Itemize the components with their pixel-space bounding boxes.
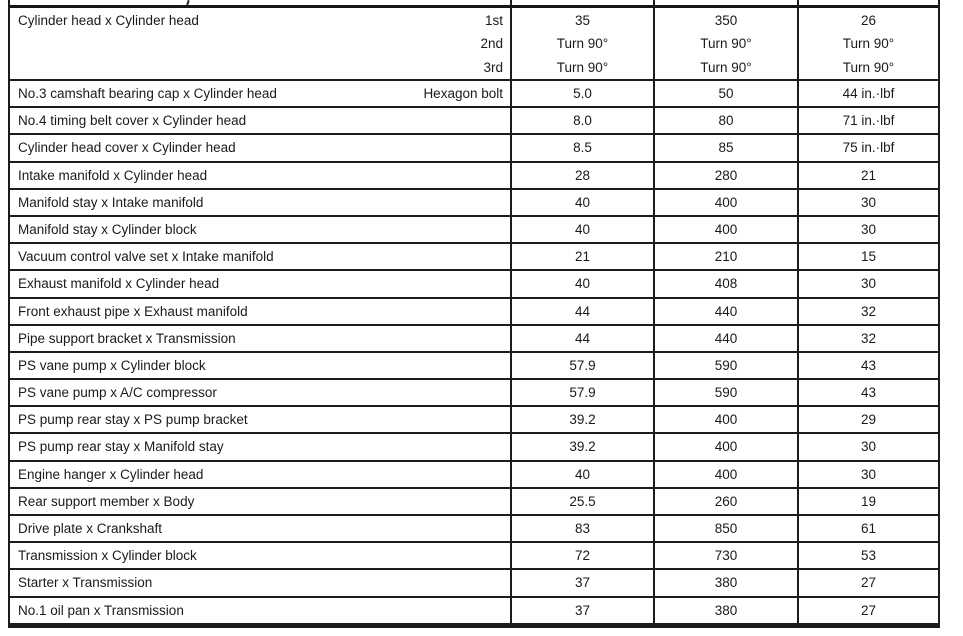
value-cell: 37 (510, 570, 653, 595)
table-row (10, 407, 938, 434)
table-row (10, 489, 938, 516)
value-cell: 30 (797, 271, 938, 296)
torque-spec-table (8, 0, 940, 628)
value-cell: 27 (797, 598, 938, 623)
cutoff-top-row (10, 0, 938, 8)
table-row (10, 299, 938, 326)
value-cell: 730 (653, 543, 797, 568)
cutoff-text-fragment (185, 0, 189, 5)
value-cell: 400 (653, 190, 797, 215)
value-cell: 43 (797, 380, 938, 405)
value-cell: 440 (653, 326, 797, 351)
value-cell (510, 8, 653, 79)
part-cell (10, 380, 510, 405)
part-cell (10, 135, 510, 160)
value-cell: 44 in.·lbf (797, 81, 938, 106)
part-name: PS pump rear stay x PS pump bracket (18, 412, 248, 428)
part-cell (10, 489, 510, 514)
part-cell (10, 244, 510, 269)
step-label: 3rd (483, 59, 503, 75)
value-cell: 19 (797, 489, 938, 514)
value-cell: 71 in.·lbf (797, 108, 938, 133)
value-cell: 43 (797, 353, 938, 378)
value-cell: 57.9 (510, 353, 653, 378)
cutoff-value-cell (797, 0, 938, 5)
value-cell: 53 (797, 543, 938, 568)
value-cell: 8.5 (510, 135, 653, 160)
value-cell: 44 (510, 299, 653, 324)
table-row (10, 135, 938, 162)
table-row (10, 598, 938, 625)
part-name: PS vane pump x Cylinder block (18, 357, 206, 373)
value-cell: 400 (653, 407, 797, 432)
table-row (10, 516, 938, 543)
value-cell: 400 (653, 462, 797, 487)
value-cell: 400 (653, 434, 797, 459)
table-row (10, 353, 938, 380)
part-name: Cylinder head x Cylinder head (18, 13, 199, 28)
value-line: 35 (574, 13, 591, 28)
table-row (10, 81, 938, 108)
value-cell: 400 (653, 217, 797, 242)
part-cell (10, 570, 510, 595)
value-cell: 44 (510, 326, 653, 351)
value-cell: 39.2 (510, 407, 653, 432)
cutoff-value-cell (653, 0, 797, 5)
part-name: PS pump rear stay x Manifold stay (18, 439, 224, 455)
part-cell (10, 81, 510, 106)
value-cell: 40 (510, 217, 653, 242)
value-cell: 280 (653, 163, 797, 188)
part-cell (10, 353, 510, 378)
value-cell: 28 (510, 163, 653, 188)
value-cell (797, 8, 938, 79)
value-cell: 850 (653, 516, 797, 541)
value-cell: 8.0 (510, 108, 653, 133)
part-name: Rear support member x Body (18, 493, 195, 509)
part-cell (10, 217, 510, 242)
value-line: 26 (860, 13, 877, 28)
table-row (10, 271, 938, 298)
value-cell: 25.5 (510, 489, 653, 514)
value-line: Turn 90° (842, 36, 895, 52)
part-name: Manifold stay x Cylinder block (18, 221, 197, 237)
table-row (10, 380, 938, 407)
table-row (10, 190, 938, 217)
value-cell: 39.2 (510, 434, 653, 459)
bolt-type-label: Hexagon bolt (423, 86, 503, 101)
part-name: No.4 timing belt cover x Cylinder head (18, 113, 247, 129)
part-name: Starter x Transmission (18, 575, 153, 591)
part-name: Drive plate x Crankshaft (18, 521, 163, 536)
value-cell: 21 (510, 244, 653, 269)
table-row (10, 163, 938, 190)
part-cell (10, 108, 510, 133)
table-row (10, 108, 938, 135)
step-labels (480, 9, 503, 79)
value-cell: 590 (653, 353, 797, 378)
table-row (10, 462, 938, 489)
table-row (10, 543, 938, 570)
part-cell (10, 516, 510, 541)
part-cell (10, 271, 510, 296)
table-row (10, 244, 938, 271)
table-row (10, 8, 938, 81)
table-row (10, 570, 938, 597)
part-name: Manifold stay x Intake manifold (18, 194, 204, 210)
value-cell: 5.0 (510, 81, 653, 106)
part-name: No.1 oil pan x Transmission (18, 602, 184, 618)
value-cell: 40 (510, 190, 653, 215)
part-cell (10, 462, 510, 487)
value-cell: 75 in.·lbf (797, 135, 938, 160)
value-cell: 260 (653, 489, 797, 514)
table-rows (10, 8, 938, 625)
part-name: Cylinder head cover x Cylinder head (18, 140, 236, 156)
value-cell: 27 (797, 570, 938, 595)
value-cell: 380 (653, 570, 797, 595)
value-cell: 30 (797, 217, 938, 242)
value-line: Turn 90° (842, 59, 895, 75)
part-cell (10, 299, 510, 324)
value-cell: 37 (510, 598, 653, 623)
part-name: Transmission x Cylinder block (18, 548, 197, 564)
value-cell: 30 (797, 190, 938, 215)
value-line: 350 (714, 13, 738, 28)
part-name: Engine hanger x Cylinder head (18, 466, 204, 482)
value-cell: 40 (510, 271, 653, 296)
table-row (10, 217, 938, 244)
part-cell (10, 543, 510, 568)
value-cell: 29 (797, 407, 938, 432)
value-cell: 210 (653, 244, 797, 269)
value-cell: 57.9 (510, 380, 653, 405)
part-cell (10, 190, 510, 215)
value-cell: 30 (797, 434, 938, 459)
part-cell (10, 434, 510, 459)
part-cell (10, 163, 510, 188)
part-cell (10, 407, 510, 432)
value-cell: 15 (797, 244, 938, 269)
value-cell: 30 (797, 462, 938, 487)
part-cell (10, 598, 510, 623)
step-label: 1st (484, 13, 503, 28)
value-cell (653, 8, 797, 79)
cutoff-value-cell (510, 0, 653, 5)
table-row (10, 326, 938, 353)
value-cell: 40 (510, 462, 653, 487)
value-cell: 440 (653, 299, 797, 324)
value-cell: 61 (797, 516, 938, 541)
part-name: Pipe support bracket x Transmission (18, 330, 236, 346)
value-cell: 408 (653, 271, 797, 296)
value-cell: 380 (653, 598, 797, 623)
value-cell: 85 (653, 135, 797, 160)
part-name: Intake manifold x Cylinder head (18, 167, 208, 183)
part-name: PS vane pump x A/C compressor (18, 385, 217, 401)
value-cell: 21 (797, 163, 938, 188)
value-cell: 32 (797, 326, 938, 351)
table-row (10, 434, 938, 461)
value-line: Turn 90° (556, 59, 609, 75)
step-label: 2nd (480, 36, 503, 52)
value-cell: 72 (510, 543, 653, 568)
value-cell: 80 (653, 108, 797, 133)
value-cell: 32 (797, 299, 938, 324)
part-name: Exhaust manifold x Cylinder head (18, 276, 220, 292)
part-name: Vacuum control valve set x Intake manifold (18, 249, 274, 265)
value-cell: 50 (653, 81, 797, 106)
cutoff-part-cell (10, 0, 510, 5)
part-cell (10, 8, 510, 79)
value-line: Turn 90° (700, 36, 752, 52)
value-cell: 83 (510, 516, 653, 541)
value-line: Turn 90° (700, 59, 752, 75)
value-cell: 590 (653, 380, 797, 405)
part-name: No.3 camshaft bearing cap x Cylinder head (18, 86, 277, 101)
part-name: Front exhaust pipe x Exhaust manifold (18, 303, 248, 319)
value-line: Turn 90° (556, 36, 609, 52)
part-cell (10, 326, 510, 351)
